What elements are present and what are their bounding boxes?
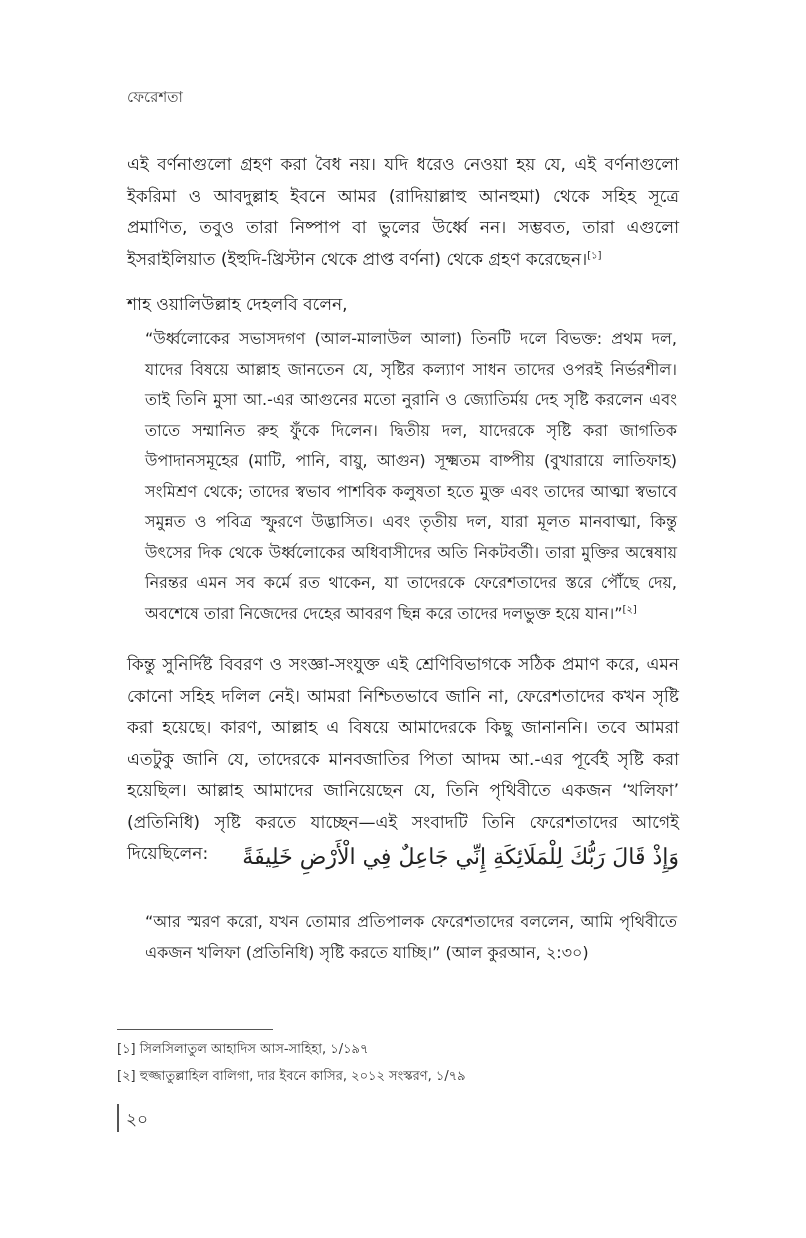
- paragraph-1: [127, 150, 679, 276]
- paragraph-1-text: এই বর্ণনাগুলো গ্রহণ করা বৈধ নয়। যদি ধরেও নেওয়া হয় যে, এই বর্ণনাগুলো ইকরিমা ও আবদুল্লাহ ইবনে আমর (রাদিয়াল্লাহু আনহুমা) থেকে সহিহ সূত্রে প্রমাণিত, তবুও তারা নিষ্পাপ বা ভুলের উর্ধ্বে নন। সম্ভবত, তারা এগুলো ইসরাইলিয়াত (ইহুদি-খ্রিস্টান থেকে প্রাপ্ত বর্ণনা) থেকে গ্রহণ করেছেন।: [127, 155, 679, 270]
- footnote-2: [২] হুজ্জাতুল্লাহিল বালিগা, দার ইবনে কাসির, ২০১২ সংস্করণ, ১/৭৯: [117, 1069, 466, 1084]
- paragraph-3: কিন্তু সুনির্দিষ্ট বিবরণ ও সংজ্ঞা-সংযুক্ত এই শ্রেণিবিভাগকে সঠিক প্রমাণ করে, এমন কোনো সহিহ দলিল নেই। আমরা নিশ্চিতভাবে জানি না, ফেরেশতাদের কখন সৃষ্টি করা হয়েছে। কারণ, আল্লাহ এ বিষয়ে আমাদেরকে কিছু জানাননি। তবে আমরা এতটুকু জানি যে, তাদেরকে মানবজাতির পিতা আদম আ.-এর পূর্বেই সৃষ্টি করা হয়েছিল। আল্লাহ আমাদের জানিয়েছেন যে, তিনি পৃথিবীতে একজন ‘খলিফা’ (প্রতিনিধি) সৃষ্টি করতে যাচ্ছেন—এই সংবাদটি তিনি ফেরেশতাদের আগেই দিয়েছিলেন:: [127, 655, 679, 864]
- block-quote-dehlawi: [145, 324, 677, 629]
- footnote-ref-2[interactable]: [২]: [622, 604, 637, 616]
- running-header: ফেরেশতা: [127, 88, 183, 106]
- block-quote-text: “উর্ধ্বলোকের সভাসদগণ (আল-মালাউল আলা) তিনটি দলে বিভক্ত: প্রথম দল, যাদের বিষয়ে আল্লাহ জানতেন যে, সৃষ্টির কল্যাণ সাধন তাদের ওপরই নির্ভরশীল। তাই তিনি মুসা আ.-এর আগুনের মতো নুরানি ও জ্যোতির্ময় দেহ সৃষ্টি করলেন এবং তাতে সম্মানিত রুহ ফুঁকে দিলেন। দ্বিতীয় দল, যাদেরকে সৃষ্টি করা জাগতিক উপাদানসমূহের (মাটি, পানি, বায়ু, আগুন) সূক্ষ্মতম বাষ্পীয় (বুখারায়ে লাতিফাহ) সংমিশ্রণ থেকে; তাদের স্বভাব পাশবিক কলুষতা হতে মুক্ত এবং তাদের আত্মা স্বভাবে সমুন্নত ও পবিত্র স্ফুরণে উদ্ভাসিত। এবং তৃতীয় দল, যারা মূলত মানবাত্মা, কিন্তু উৎসের দিক থেকে উর্ধ্বলোকের অধিবাসীদের অতি নিকটবর্তী। তারা মুক্তির অন্বেষায় নিরন্তর এমন সব কর্মে রত থাকেন, যা তাদেরকে ফেরেশতাদের স্তরে পৌঁছে দেয়, অবশেষে তারা নিজেদের দেহের আবরণ ছিন্ন করে তাদের দলভুক্ত হয়ে যান।”: [145, 329, 677, 623]
- block-quote-translation: “আর স্মরণ করো, যখন তোমার প্রতিপালক ফেরেশতাদের বললেন, আমি পৃথিবীতে একজন খলিফা (প্রতিনিধি) সৃষ্টি করতে যাচ্ছি।” (আল কুরআন, ২:৩০): [145, 912, 677, 962]
- footnote-ref-1[interactable]: [১]: [587, 249, 602, 261]
- arabic-verse: وَإِذْ قَالَ رَبُّكَ لِلْمَلَائِكَةِ إِنِّي جَاعِلٌ فِي الْأَرْضِ خَلِيفَةً: [242, 845, 679, 870]
- page-number: ২০: [126, 1110, 149, 1130]
- footnote-1: [১] সিলসিলাতুল আহাদিস আস-সাহিহা, ১/১৯৭: [117, 1042, 369, 1057]
- paragraph-2: শাহ ওয়ালিউল্লাহ দেহলবি বলেন,: [127, 295, 348, 315]
- page-number-bar: [117, 1104, 119, 1132]
- footnote-divider: [117, 1029, 273, 1030]
